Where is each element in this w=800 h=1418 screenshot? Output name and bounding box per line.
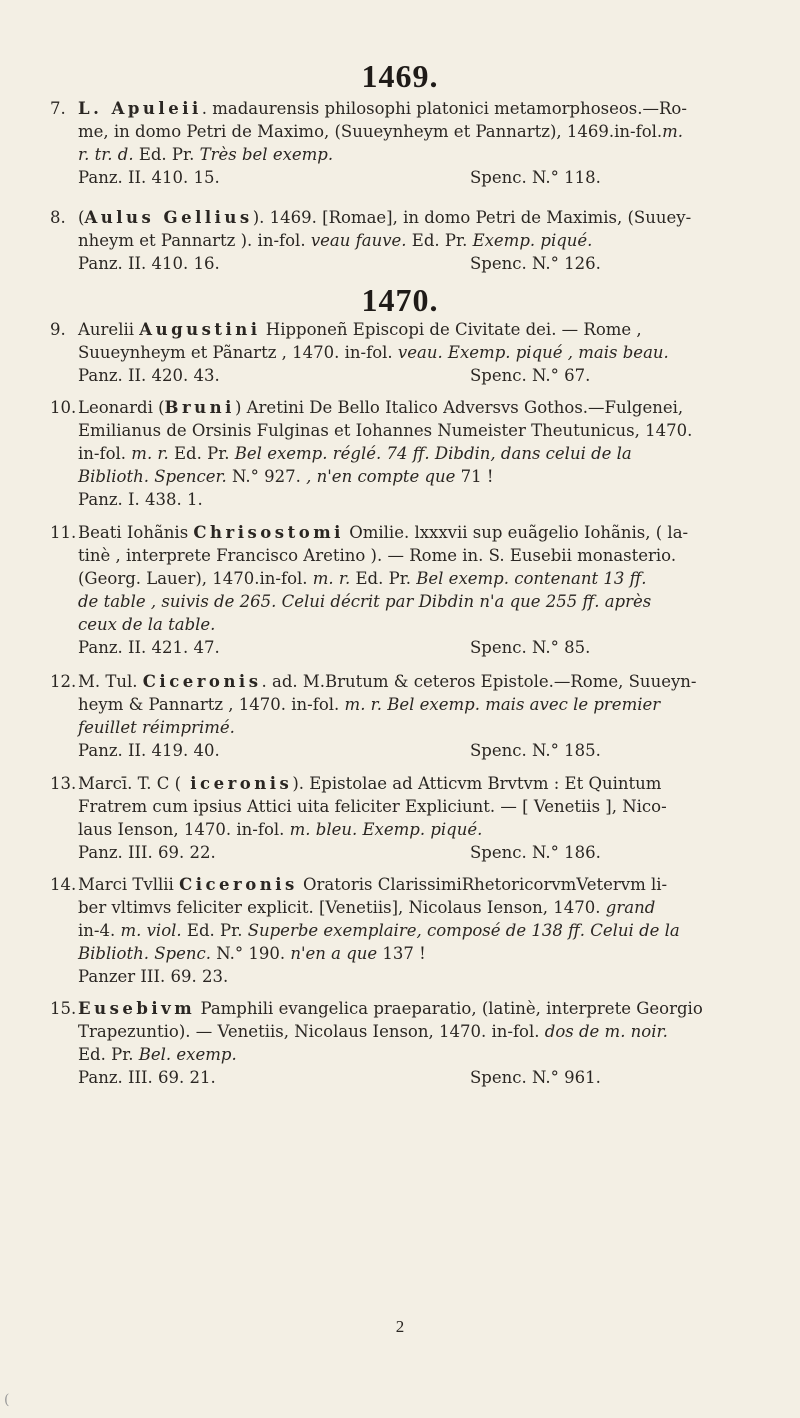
- page-number: 2: [395, 1317, 405, 1336]
- catalogue-entry-9: 9. Aurelii Augustini Hipponeñ Episcopi de Civitate dei. — Rome , Suueynheym et Pãnartz , 1470. in-fol. veau. Exemp. piqué , mais beau. Panz. II. 420. 43. Spenc. N.° 67.: [50, 318, 780, 387]
- entry-number: 11.: [50, 523, 77, 542]
- entry-references: [50, 166, 780, 189]
- author-name: Ciceronis: [179, 875, 298, 894]
- panzer-ref: Panz. III. 69. 21.: [78, 1068, 216, 1087]
- entry-references: [50, 364, 780, 387]
- entry-number: 7.: [50, 99, 66, 118]
- entry-references: [50, 1066, 780, 1089]
- catalogue-entry-11: 11. Beati Iohãnis Chrisostomi Omilie. lxxxvii sup euãgelio Iohãnis, ( la- tinè , interprete Francisco Aretino ). — Rome in. S. Eusebii monasterio. (Georg. Lauer), 1470.in-fol. m. r. Ed. Pr. Bel exemp. contenant 13 ff. de table , suivis de 265. Celui décrit par Dibdin n'a que 255 ff. après ceux de la table. Panz. II. 421. 47. Spenc. N.° 85.: [50, 521, 780, 659]
- entry-number: 8.: [50, 208, 66, 227]
- panzer-ref: Panz. II. 419. 40.: [78, 741, 220, 760]
- panzer-ref: Panz. II. 410. 16.: [78, 254, 220, 273]
- author-name: Chrisostomi: [193, 523, 344, 542]
- panzer-ref: Panz. I. 438. 1.: [78, 490, 203, 509]
- entry-number: 14.: [50, 875, 77, 894]
- catalogue-entry-15: 15. Eusebivm Pamphili evangelica praeparatio, (latinè, interprete Georgio Trapezuntio). — Venetiis, Nicolaus Ienson, 1470. in-fol. dos de m. noir. Ed. Pr. Bel. exemp. Panz. III. 69. 21. Spenc. N.° 961.: [50, 997, 780, 1089]
- author-name: Bruni: [164, 398, 235, 417]
- catalogue-entry-13: 13. Marcī. T. C ( iceronis). Epistolae ad Atticvm Brvtvm : Et Quintum Fratrem cum ipsius Attici uita feliciter Expliciunt. — [ Venetiis ], Nico- laus Ienson, 1470. in-fol. m. bleu. Exemp. piqué. Panz. III. 69. 22. Spenc. N.° 186.: [50, 772, 780, 864]
- year-heading-1470: 1470.: [361, 282, 439, 318]
- panzer-ref: Panzer III. 69. 23.: [78, 967, 229, 986]
- catalogue-entry-8: 8. (Aulus Gellius). 1469. [Romae], in domo Petri de Maximis, (Suuey- nheym et Pannartz ). in-fol. veau fauve. Ed. Pr. Exemp. piqué. Panz. II. 410. 16. Spenc. N.° 126.: [50, 206, 780, 275]
- panzer-ref: Panz. II. 421. 47.: [78, 638, 220, 657]
- catalogue-entry-12: 12. M. Tul. Ciceronis. ad. M.Brutum & ceteros Epistole.—Rome, Suueyn- heym & Pannartz , 1470. in-fol. m. r. Bel exemp. mais avec le premier feuillet réimprimé. Panz. II. 419. 40. Spenc. N.° 185.: [50, 670, 780, 762]
- author-name: Aulus Gellius: [84, 208, 253, 227]
- spencer-ref: Spenc. N.° 961.: [470, 1068, 601, 1087]
- author-name: L. Apuleii: [78, 99, 202, 118]
- spencer-ref: Spenc. N.° 186.: [470, 843, 601, 862]
- spencer-ref: Spenc. N.° 118.: [470, 168, 601, 187]
- catalogue-entry-10: 10. Leonardi (Bruni) Aretini De Bello Italico Adversvs Gothos.—Fulgenei, Emilianus de Orsinis Fulginas et Iohannes Numeister Theutunicus, 1470. in-fol. m. r. Ed. Pr. Bel exemp. réglé. 74 ff. Dibdin, dans celui de la Biblioth. Spencer. N.° 927. , n'en compte que 71 ! Panz. I. 438. 1.: [50, 396, 780, 511]
- catalogue-entry-7: 7. L. Apuleii. madaurensis philosophi platonici metamorphoseos.—Ro- me, in domo Petri de Maximo, (Suueynheym et Pannartz), 1469.in-fol.m. r. tr. d. Ed. Pr. Très bel exemp. Panz. II. 410. 15. Spenc. N.° 118.: [50, 97, 780, 189]
- spencer-ref: Spenc. N.° 126.: [470, 254, 601, 273]
- entry-references: [50, 488, 780, 511]
- spencer-ref: Spenc. N.° 85.: [470, 638, 591, 657]
- author-name: Augustini: [139, 320, 261, 339]
- entry-references: [50, 841, 780, 864]
- spencer-ref: Spenc. N.° 67.: [470, 366, 591, 385]
- panzer-ref: Panz. II. 420. 43.: [78, 366, 220, 385]
- entry-references: [50, 739, 780, 762]
- entry-references: [50, 252, 780, 275]
- panzer-ref: Panz. III. 69. 22.: [78, 843, 216, 862]
- margin-mark: (: [4, 1392, 10, 1408]
- entry-number: 10.: [50, 398, 77, 417]
- entry-number: 13.: [50, 774, 77, 793]
- author-name: Eusebivm: [78, 999, 196, 1018]
- panzer-ref: Panz. II. 410. 15.: [78, 168, 220, 187]
- year-heading-1469: 1469.: [361, 58, 439, 94]
- entry-number: 9.: [50, 320, 66, 339]
- entry-number: 12.: [50, 672, 77, 691]
- spencer-ref: Spenc. N.° 185.: [470, 741, 601, 760]
- author-name: Ciceronis: [142, 672, 262, 691]
- catalogue-entry-14: 14. Marci Tvllii Ciceronis Oratoris ClarissimiRhetoricorvmVetervm li- ber vltimvs feliciter explicit. [Venetiis], Nicolaus Ienson, 1470. grand in-4. m. viol. Ed. Pr. Superbe exemplaire, composé de 138 ff. Celui de la Biblioth. Spenc. N.° 190. n'en a que 137 ! Panzer III. 69. 23.: [50, 873, 780, 988]
- author-name: iceronis: [181, 774, 293, 793]
- entry-references: [50, 965, 780, 988]
- entry-number: 15.: [50, 999, 77, 1018]
- entry-references: [50, 636, 780, 659]
